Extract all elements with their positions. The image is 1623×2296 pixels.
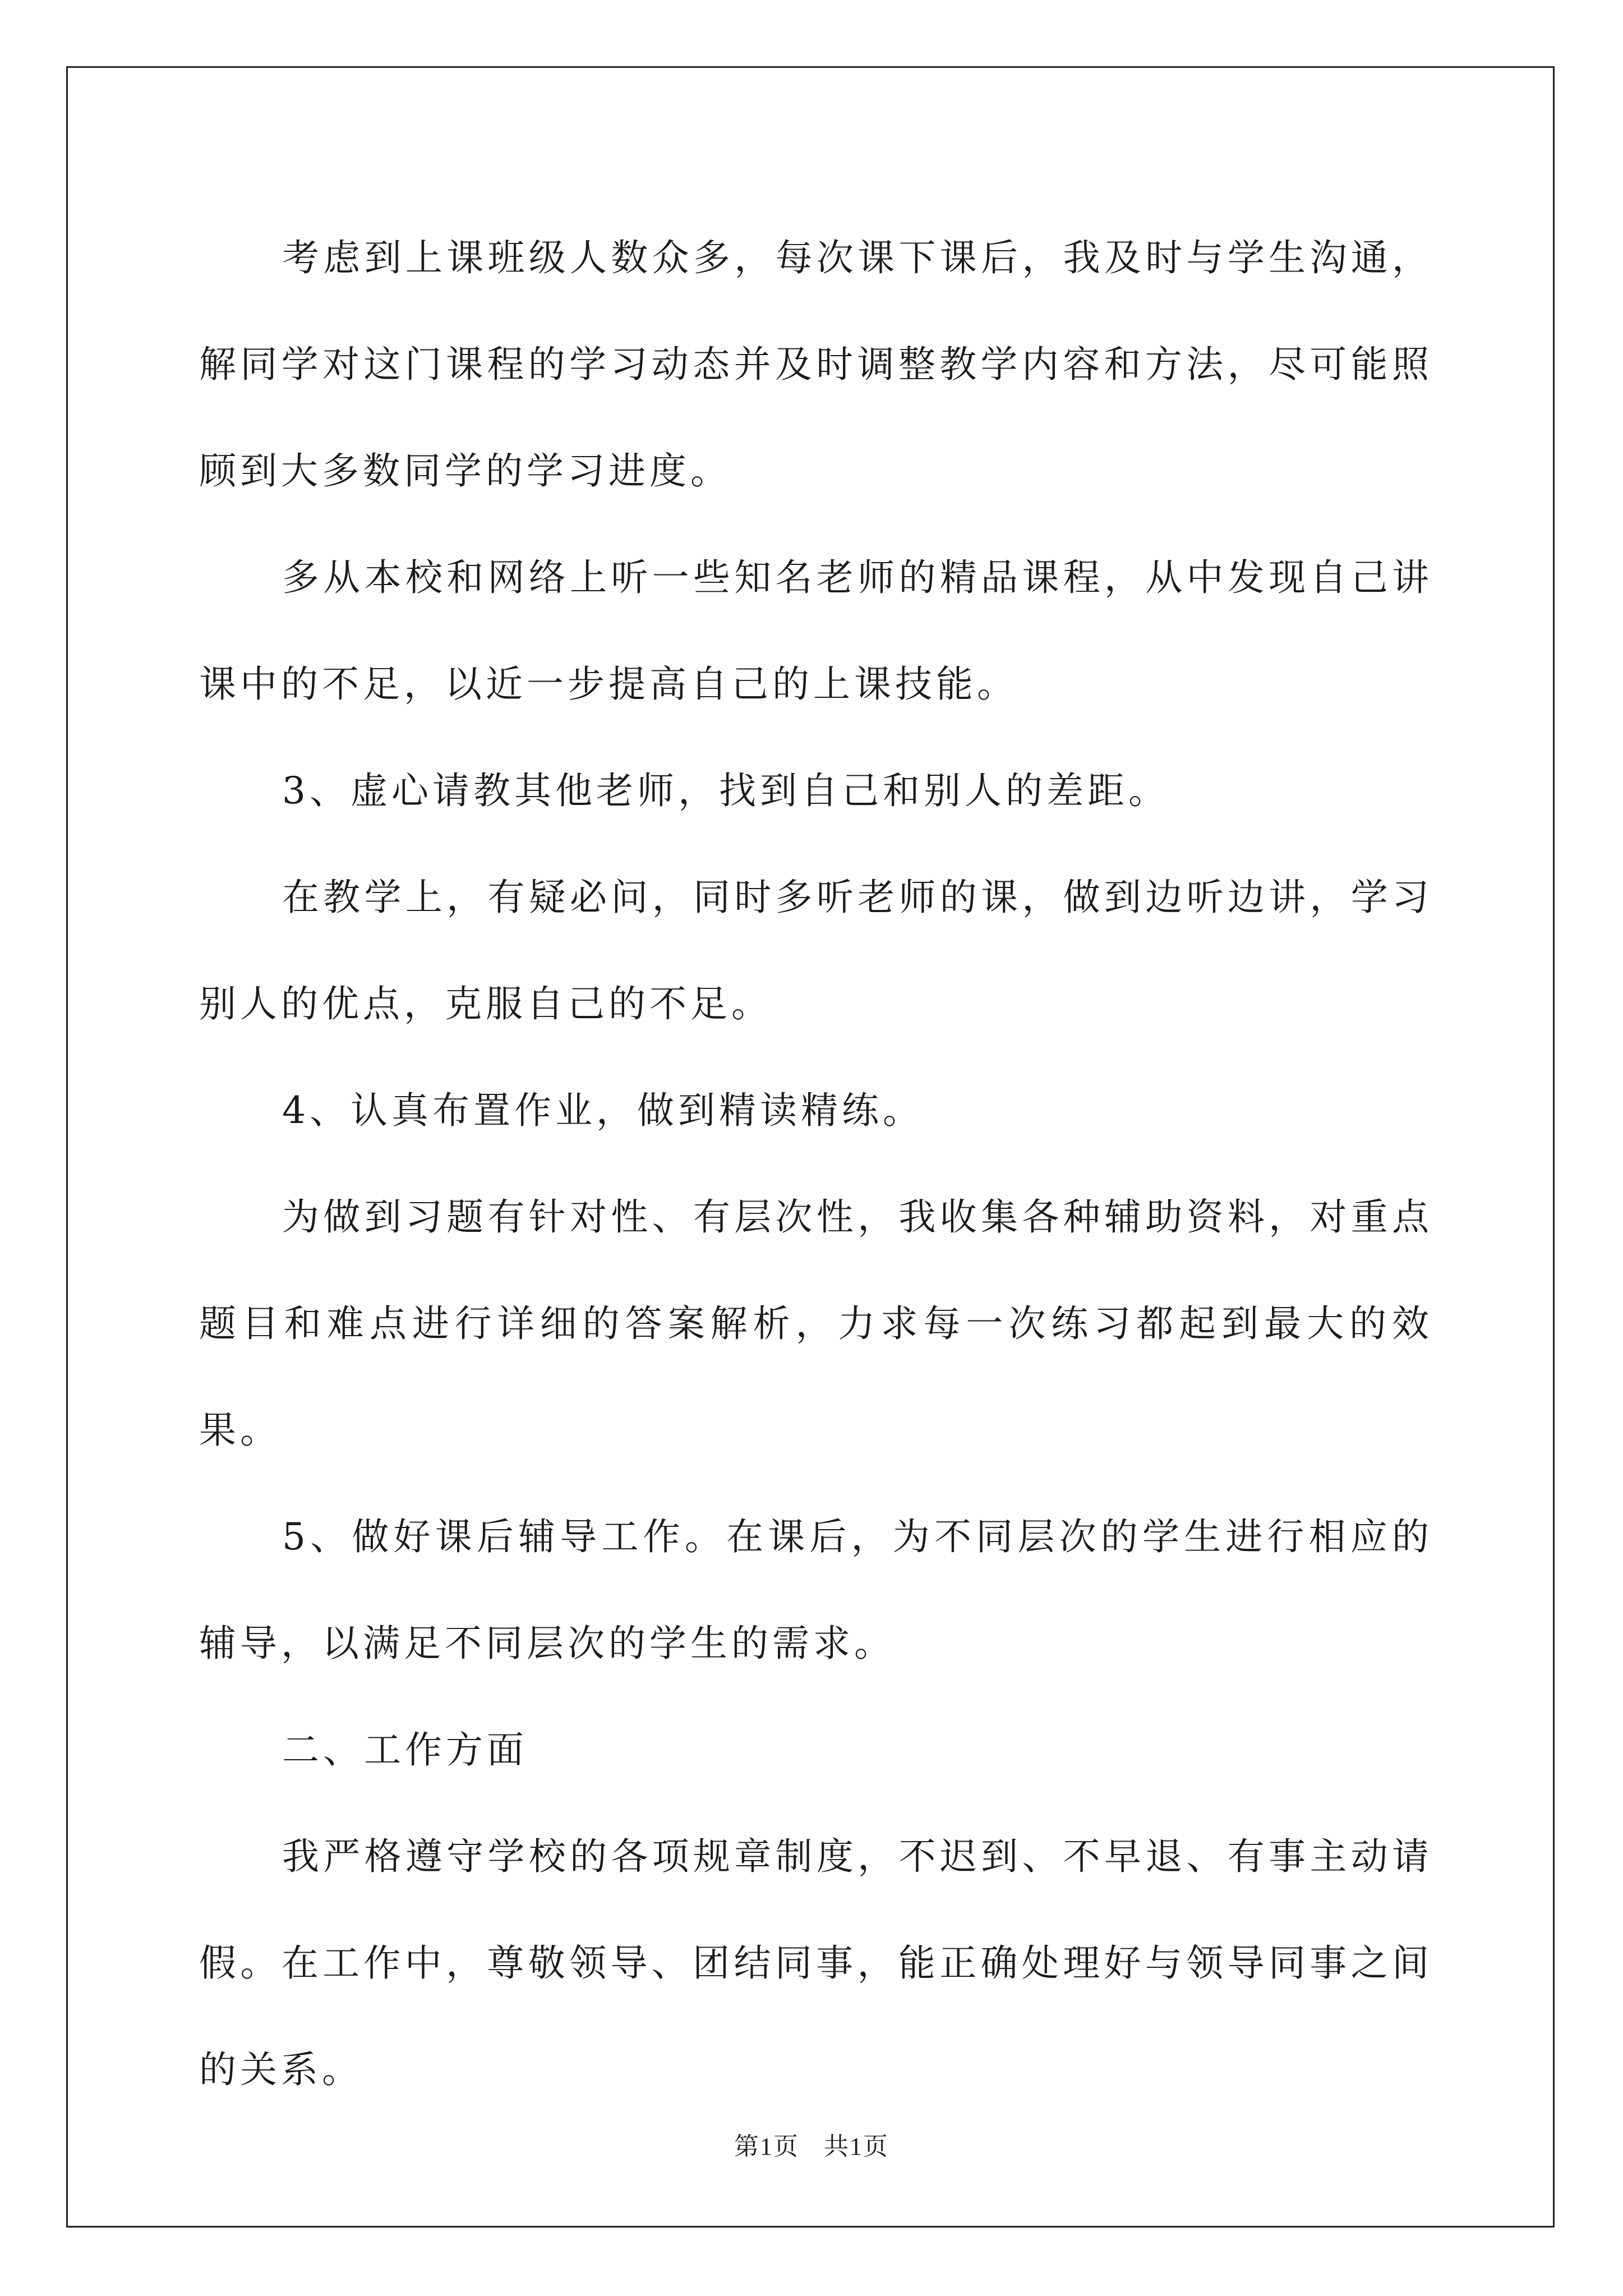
page-footer: [0, 2126, 1623, 2162]
paragraph: 在教学上，有疑必问，同时多听老师的课，做到边听边讲，学习别人的优点，克服自己的不足。: [199, 876, 1433, 1025]
numbered-item: 5、做好课后辅导工作。在课后，为不同层次的学生进行相应的辅导，以满足不同层次的学生的需求。: [199, 1515, 1433, 1665]
document-body: [199, 205, 1433, 2123]
paragraph: 为做到习题有针对性、有层次性，我收集各种辅助资料，对重点题目和难点进行详细的答案解析，力求每一次练习都起到最大的效果。: [199, 1195, 1433, 1452]
paragraph: 多从本校和网络上听一些知名老师的精品课程，从中发现自己讲课中的不足，以近一步提高自己的上课技能。: [199, 556, 1433, 706]
page-number: 第1页: [734, 2133, 799, 2160]
numbered-item: 4、认真布置作业，做到精读精练。: [282, 1089, 924, 1132]
page-total: 共1页: [824, 2133, 889, 2160]
numbered-item: 3、虚心请教其他老师，找到自己和别人的差距。: [282, 769, 1169, 812]
section-heading: 二、工作方面: [282, 1728, 528, 1772]
paragraph: 考虑到上课班级人数众多，每次课下课后，我及时与学生沟通，解同学对这门课程的学习动态并及时调整教学内容和方法，尽可能照顾到大多数同学的学习进度。: [199, 236, 1433, 493]
paragraph: 我严格遵守学校的各项规章制度，不迟到、不早退、有事主动请假。在工作中，尊敬领导、团结同事，能正确处理好与领导同事之间的关系。: [199, 1835, 1433, 2091]
